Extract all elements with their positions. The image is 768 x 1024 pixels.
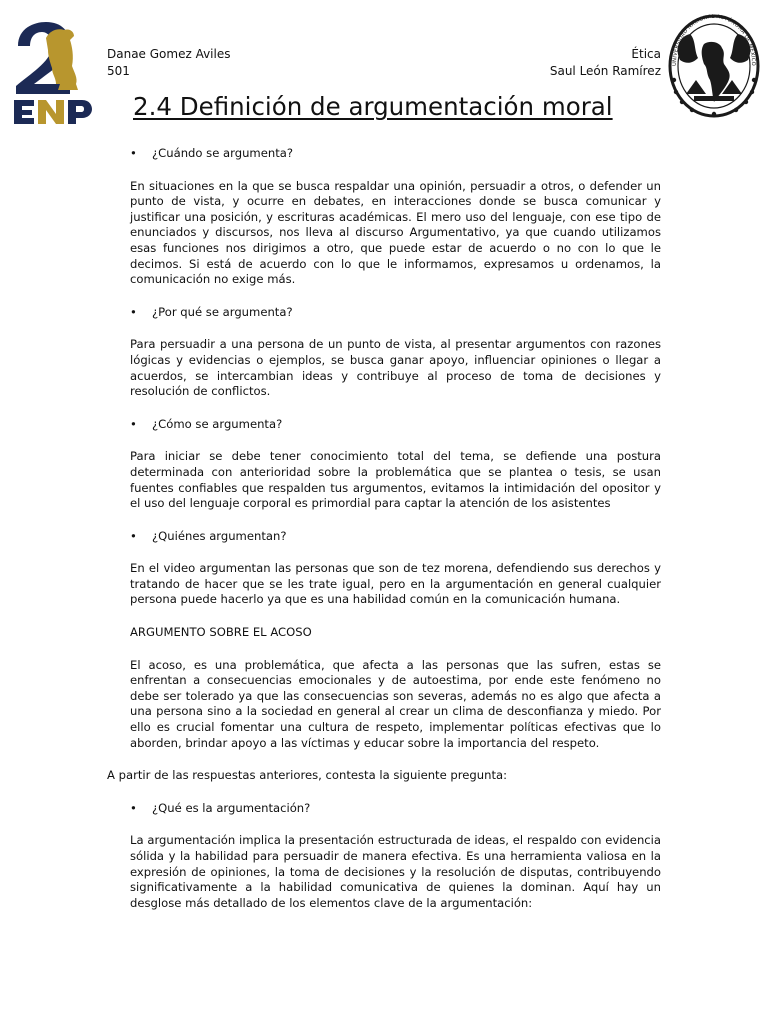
answer-when: En situaciones en la que se busca respaldar una opinión, persuadir a otros, o defender un punto de vista, y ocurre en debates, en interacciones donde se busca comunicar y justificar una posición, y escrituras académicas. El mero uso del lenguaje, con ese tipo de enunciados y discursos, nos lleva al discurso Argumentativo, ya que cuando utilizamos esas funciones nos dirigimos a otro, que puede estar de acuerdo o no con lo que le decimos. Si está de acuerdo con lo que le informamos, expresamos u ordenamos, la comunicación no exige más. bbox=[130, 178, 661, 287]
student-name: Danae Gomez Aviles bbox=[107, 47, 231, 61]
teacher-name: Saul León Ramírez bbox=[549, 64, 661, 78]
course-info bbox=[550, 46, 661, 80]
page-title: 2.4 Definición de argumentación moral bbox=[133, 92, 613, 121]
question-how: • ¿Cómo se argumenta? bbox=[130, 417, 661, 433]
group-number: 501 bbox=[107, 64, 130, 78]
instruction-text: A partir de las respuestas anteriores, contesta la siguiente pregunta: bbox=[107, 768, 508, 783]
answer-what: La argumentación implica la presentación estructurada de ideas, el respaldo con evidencia sólida y la habilidad para persuadir de manera efectiva. Es una herramienta valiosa en la expresión de opiniones, la toma de decisiones y la resolución de disputas, contribuyendo significativamente a la habilidad comunicativa de quienes la dominan. Aquí hay un desglose más detallado de los elementos clave de la argumentación: bbox=[130, 833, 661, 910]
unam-seal-logo bbox=[666, 10, 762, 118]
section-heading-acoso: ARGUMENTO SOBRE EL ACOSO bbox=[130, 625, 312, 640]
document-body bbox=[107, 146, 661, 928]
question-who: • ¿Quiénes argumentan? bbox=[130, 529, 661, 545]
answer-why: Para persuadir a una persona de un punto de vista, al presentar argumentos con razones lógicas y evidencias o ejemplos, se busca ganar apoyo, influenciar opiniones o llegar a acuerdos, se intercambian ideas y contribuye al proceso de toma de decisiones y resolución de conflictos. bbox=[130, 337, 661, 399]
question-what: • ¿Qué es la argumentación? bbox=[130, 801, 661, 817]
enp-logo bbox=[12, 20, 94, 124]
subject-name: Ética bbox=[631, 47, 661, 61]
student-info bbox=[107, 46, 231, 80]
question-why: • ¿Por qué se argumenta? bbox=[130, 305, 661, 321]
question-when: • ¿Cuándo se argumenta? bbox=[130, 146, 661, 162]
answer-acoso: El acoso, es una problemática, que afecta a las personas que las sufren, estas se enfrentan a consecuencias emocionales y de autoestima, por ende este fenómeno no debe ser tolerado ya que las consecuencias son severas, además no es algo que afecta a una persona sino a la sociedad en general al crear un clima de desconfianza y miedo. Por ello es crucial fomentar una cultura de respeto, implementar políticas efectivas que lo aborden, brindar apoyo a las víctimas y educar sobre la importancia del respeto. bbox=[130, 657, 661, 750]
unam-seal-text: UNIVERSIDAD NACIONAL AUTÓNOMA DE MÉXICO bbox=[671, 13, 757, 66]
answer-how: Para iniciar se debe tener conocimiento total del tema, se defiende una postura determinada con anterioridad sobre la problemática que se plantea o tesis, se usan fuentes confiables que respalden tus argumentos, evitamos la intimidación del opositor y el uso del lenguaje corporal es primordial para captar la atención de los asistentes bbox=[130, 449, 661, 511]
answer-who: En el video argumentan las personas que son de tez morena, defendiendo sus derechos y tratando de hacer que se les trate igual, pero en la argumentación en general cualquier persona puede hacerlo ya que es una habilidad común en la comunicación humana. bbox=[130, 561, 661, 607]
